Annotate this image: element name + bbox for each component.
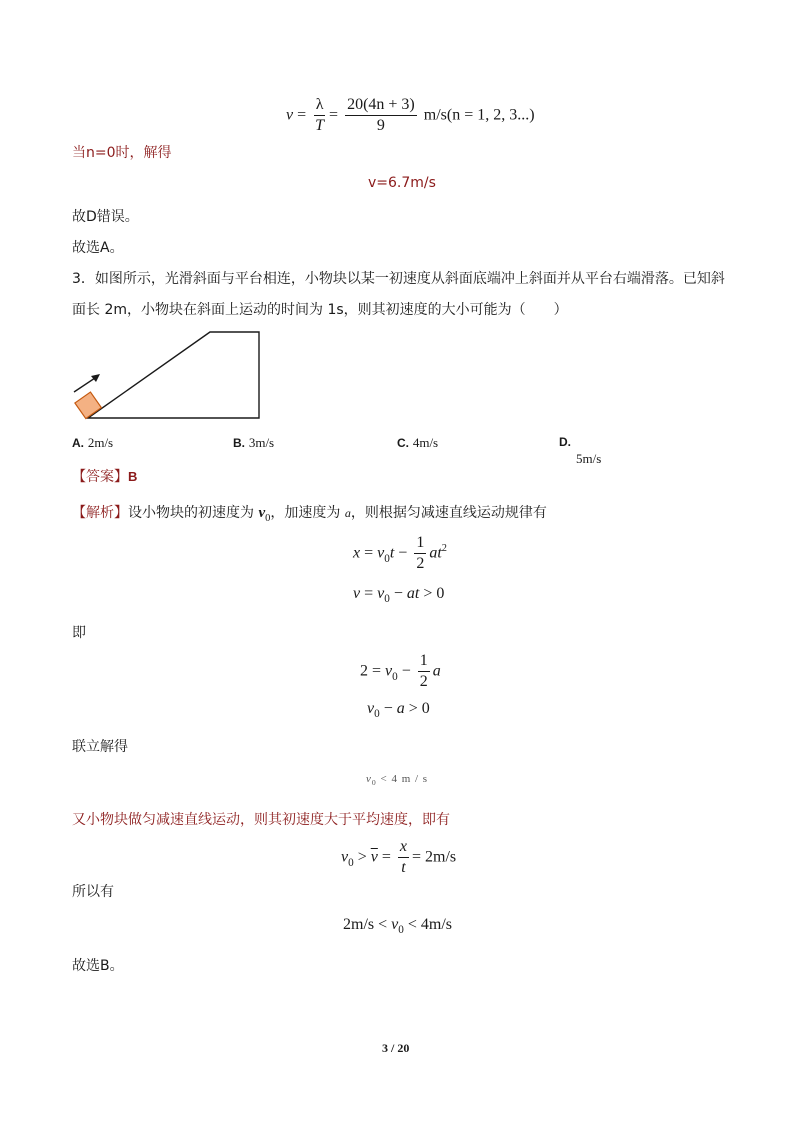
option-a: A. 2m/s (72, 435, 114, 450)
question-line-1: 3．如图所示，光滑斜面与平台相连，小物块以某一初速度从斜面底端冲上斜面并从平台右端滑落。已知斜 (72, 271, 725, 287)
substituted-equation: $2 = v_0$ − $\frac{1}{2}$ a (360, 652, 441, 691)
option-d-value: 5m/s (576, 451, 602, 466)
v-result: v=6.7m/s (368, 175, 436, 191)
velocity-arrow-head (91, 374, 100, 382)
suoyi-label: 所以有 (72, 884, 114, 900)
option-c: C. 4m/s (397, 435, 439, 450)
incline-diagram (60, 322, 270, 426)
answer-line: 【答案】B (72, 469, 138, 485)
velocity-inequality: $v = v_0$ − at > 0 (353, 585, 445, 606)
page-number: 3 / 20 (382, 1041, 410, 1055)
choose-a: 故选A。 (72, 240, 124, 256)
average-velocity-line: 又小物块做匀减速直线运动，则其初速度大于平均速度，即有 (72, 812, 450, 828)
analysis-line: 【解析】设小物块的初速度为 $v_0$，加速度为 a，则根据匀减速直线运动规律有 (72, 505, 547, 524)
n-zero-line: 当n=0时，解得 (72, 145, 172, 161)
question-line-2: 面长 2m，小物块在斜面上运动的时间为 1s，则其初速度的大小可能为（ ） (72, 302, 568, 318)
average-velocity-equation: $v_0 > \overline{v}$ = $\frac{x}{t}$ = 2m/s (341, 838, 457, 877)
lianli-label: 联立解得 (72, 739, 128, 755)
final-range: $2m/s < v_0 < 4m/s$ (343, 916, 452, 937)
option-d: D. (559, 435, 571, 449)
option-b: B. 3m/s (233, 435, 275, 450)
sliding-block (75, 392, 101, 418)
wave-speed-equation: v = $\frac{\lambda}{T}$ = $\frac{20(4n + 3)}{9}$ m/s(n = 1, 2, 3...) (286, 96, 535, 135)
choose-b: 故选B。 (72, 958, 124, 974)
displacement-equation: $x = v_0t$ − $\frac{1}{2}$ $at^2$ (353, 534, 447, 573)
velocity-condition: $v_0 - a > 0$ (367, 700, 430, 721)
v0-upper-bound: $v_0 < 4$ m / s (366, 773, 429, 788)
option-d-wrong: 故D错误。 (72, 209, 139, 225)
incline-platform-outline (88, 332, 259, 418)
ji-label: 即 (72, 625, 86, 641)
